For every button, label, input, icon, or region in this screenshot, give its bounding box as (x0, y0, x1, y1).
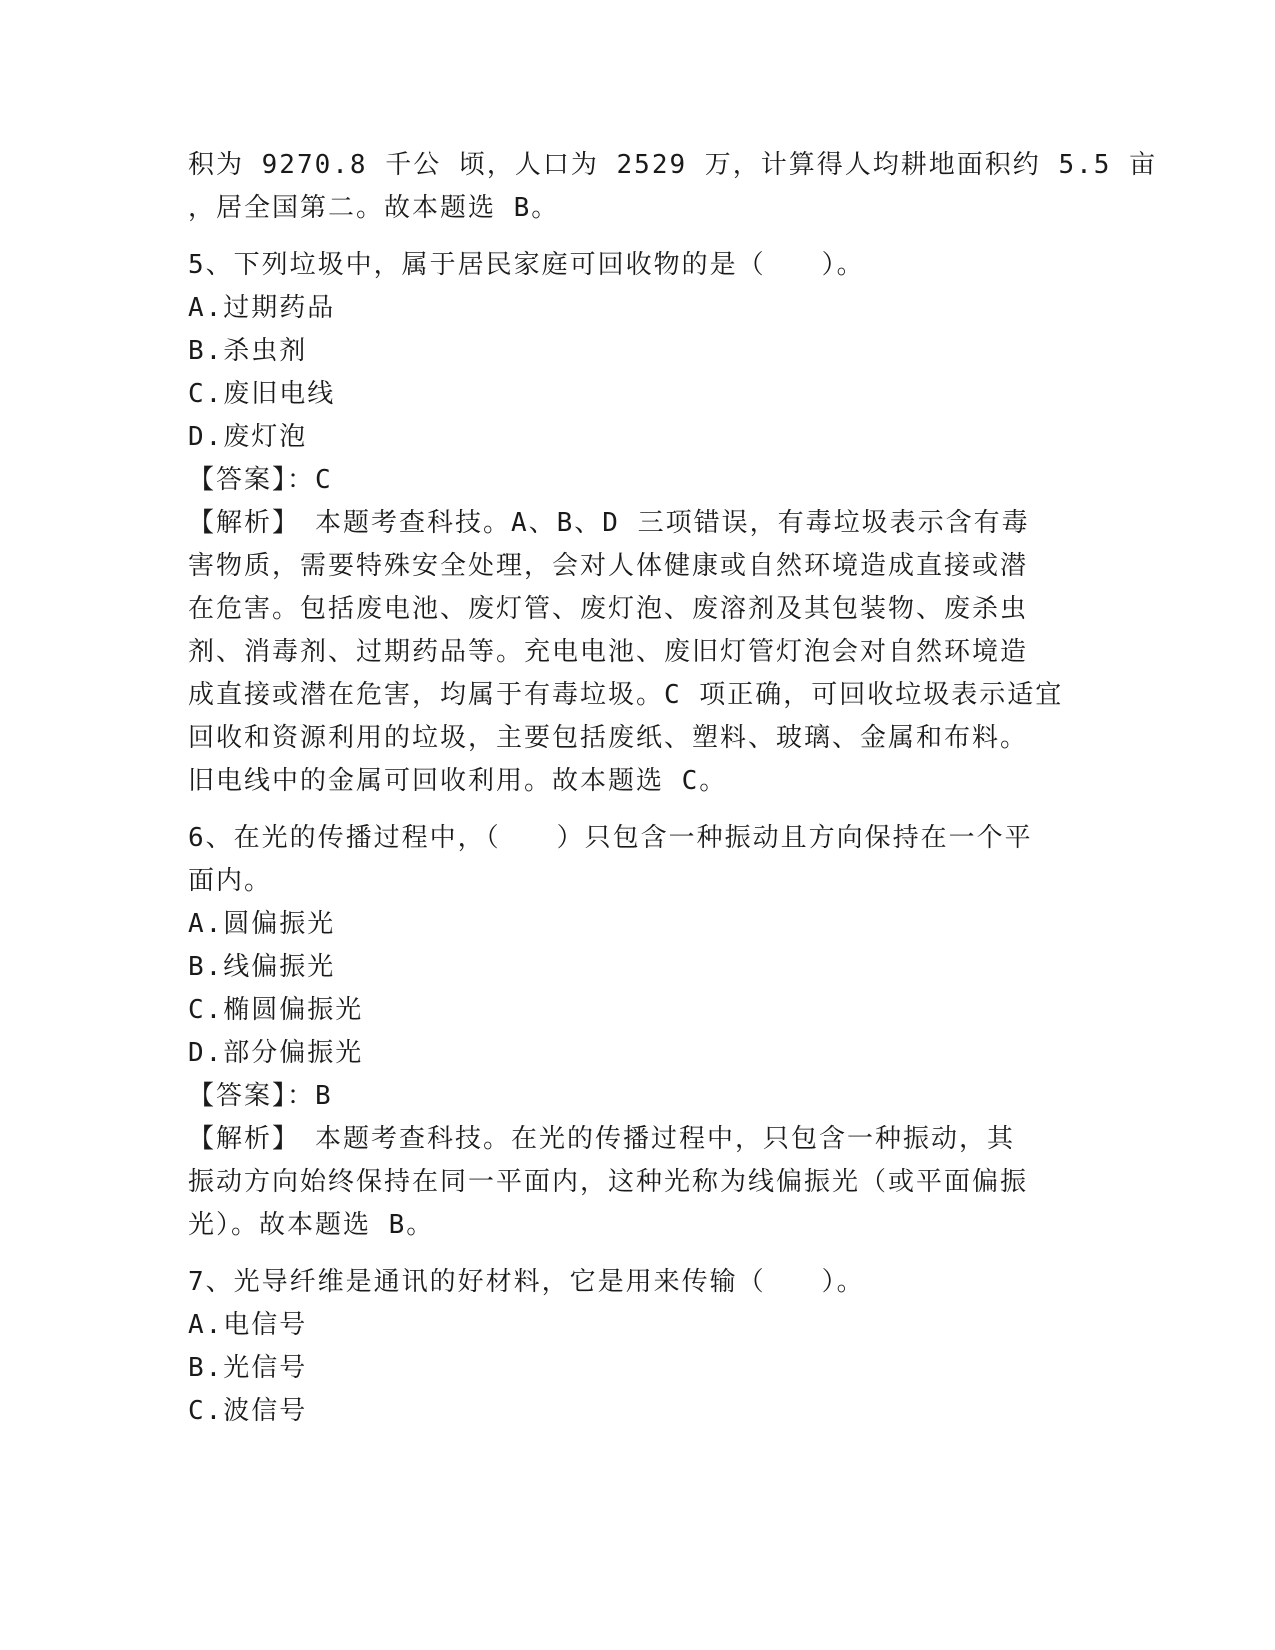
option-a: A.电信号 (188, 1310, 308, 1340)
analysis-line: 旧电线中的金属可回收利用。故本题选 C。 (188, 766, 728, 796)
analysis-line: 光）。故本题选 B。 (188, 1210, 435, 1240)
question-6 (188, 817, 1088, 1247)
question-text: 面内。 (188, 866, 273, 896)
analysis-line: 回收和资源利用的垃圾，主要包括废纸、塑料、玻璃、金属和布料。 (188, 723, 1029, 753)
option-c: C.波信号 (188, 1396, 308, 1426)
analysis-line: 成直接或潜在危害，均属于有毒垃圾。C 项正确，可回收垃圾表示适宜 (188, 680, 1064, 710)
analysis-line: 剂、消毒剂、过期药品等。充电电池、废旧灯管灯泡会对自然环境造 (188, 637, 1029, 667)
option-c: C.废旧电线 (188, 379, 336, 409)
option-d: D.废灯泡 (188, 422, 308, 452)
analysis-line: 害物质，需要特殊安全处理，会对人体健康或自然环境造成直接或潜 (188, 551, 1029, 581)
analysis-line: 【解析】 本题考查科技。A、B、D 三项错误，有毒垃圾表示含有毒 (188, 508, 1030, 538)
document-page (188, 144, 1158, 1433)
question-7 (188, 1261, 1088, 1433)
question-text: 6、在光的传播过程中，（ ）只包含一种振动且方向保持在一个平 (188, 823, 1033, 853)
option-b: B.光信号 (188, 1353, 308, 1383)
question-text: 5、下列垃圾中，属于居民家庭可回收物的是（ ）。 (188, 250, 865, 280)
option-b: B.线偏振光 (188, 952, 336, 982)
previous-analysis-continuation (188, 144, 1158, 230)
answer: 【答案】：B (188, 1081, 333, 1111)
option-a: A.过期药品 (188, 293, 336, 323)
option-d: D.部分偏振光 (188, 1038, 364, 1068)
option-c: C.椭圆偏振光 (188, 995, 364, 1025)
analysis-line: 振动方向始终保持在同一平面内，这种光称为线偏振光（或平面偏振 (188, 1167, 1029, 1197)
question-5 (188, 244, 1088, 803)
option-b: B.杀虫剂 (188, 336, 308, 366)
analysis-line: 【解析】 本题考查科技。在光的传播过程中，只包含一种振动，其 (188, 1124, 1016, 1154)
text-line: 积为 9270.8 千公 顷，人口为 2529 万，计算得人均耕地面积约 5.5 亩 (188, 150, 1158, 180)
option-a: A.圆偏振光 (188, 909, 336, 939)
answer: 【答案】：C (188, 465, 333, 495)
text-line: ，居全国第二。故本题选 B。 (188, 193, 560, 223)
question-text: 7、光导纤维是通讯的好材料，它是用来传输（ ）。 (188, 1267, 865, 1297)
analysis-line: 在危害。包括废电池、废灯管、废灯泡、废溶剂及其包装物、废杀虫 (188, 594, 1029, 624)
